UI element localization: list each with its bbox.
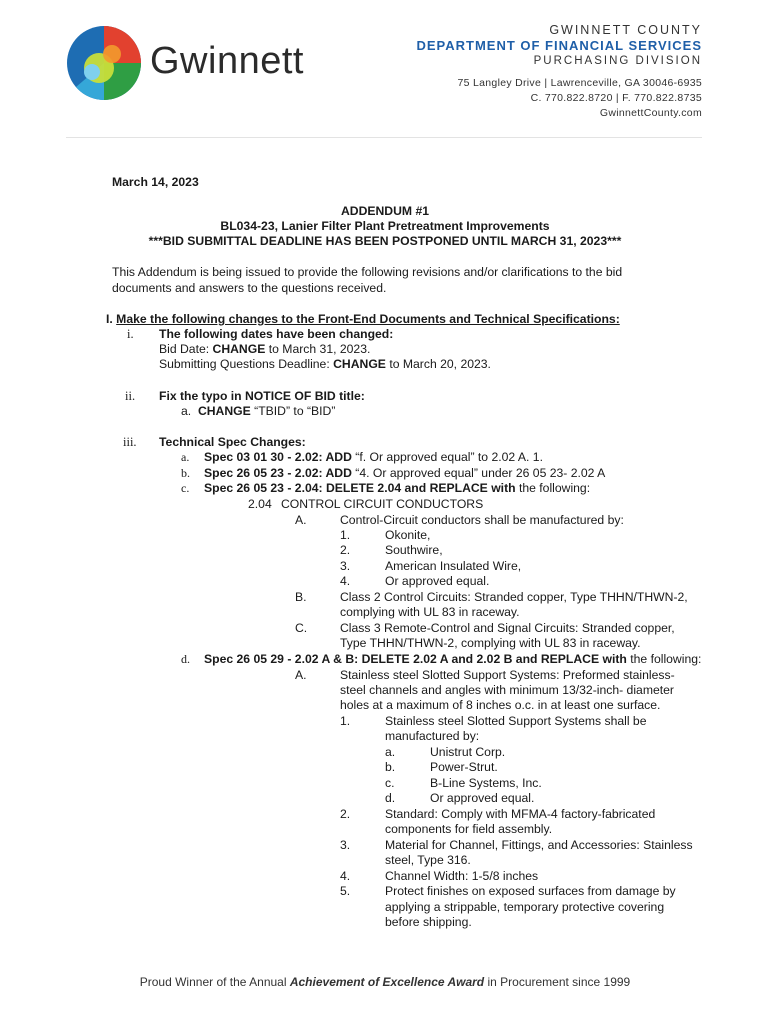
sub-item-number: 2. — [340, 807, 351, 821]
para-a2-text: holes at a maximum of 8 inches o.c. in at least one surface. — [340, 698, 661, 712]
list-item: Okonite, — [385, 528, 431, 542]
section-title: Make the following changes to the Front-End Documents and Technical Specifications: — [116, 312, 620, 326]
intro-line-2: documents and answers to the questions received. — [112, 281, 387, 295]
questions-deadline-line: Submitting Questions Deadline: CHANGE to March 20, 2023. — [159, 357, 491, 371]
county-name: GWINNETT COUNTY — [549, 23, 702, 37]
manufacturer-letter: d. — [385, 791, 396, 805]
addendum-title: ADDENDUM #1 — [340, 204, 430, 218]
para-a1-text: Control-Circuit conductors shall be manufactured by: — [340, 513, 624, 527]
sub-item-text: Protect finishes on exposed surfaces from damage by — [385, 884, 676, 898]
manufacturer-letter: c. — [385, 776, 395, 790]
project-title: BL034-23, Lanier Filter Plant Pretreatment Improvements — [220, 219, 550, 233]
sub-item-text: before shipping. — [385, 915, 472, 929]
item-iii-title: Technical Spec Changes: — [159, 435, 306, 449]
item-iii-b-letter: b. — [181, 466, 190, 480]
manufacturer-item: B-Line Systems, Inc. — [430, 776, 542, 790]
para-c1-letter: C. — [295, 621, 308, 635]
sub-item-number: 5. — [340, 884, 351, 898]
item-iii-c-letter: c. — [181, 481, 190, 495]
para-a2-text: Stainless steel Slotted Support Systems: Preformed stainless- — [340, 668, 675, 682]
para-a2-text: steel channels and angles with minimum 13/32-inch- diameter — [340, 683, 674, 697]
list-item-number: 2. — [340, 543, 351, 557]
bid-date-line: Bid Date: CHANGE to March 31, 2023. — [159, 342, 371, 356]
item-ii-a: a. CHANGE “TBID” to “BID” — [181, 404, 336, 418]
sub-item-text: components for field assembly. — [385, 822, 553, 836]
para-c1-text: Class 3 Remote-Control and Signal Circuits: Stranded copper, — [340, 621, 675, 635]
manufacturer-item: Power-Strut. — [430, 760, 498, 774]
department-name: DEPARTMENT OF FINANCIAL SERVICES — [416, 38, 702, 53]
item-iii-number: iii. — [123, 435, 137, 449]
para-a1-letter: A. — [295, 513, 307, 527]
item-iii-c: Spec 26 05 23 - 2.04: DELETE 2.04 and REPLACE with the following: — [204, 481, 591, 495]
award-footer: Proud Winner of the Annual Achievement of Excellence Award in Procurement since 1999 — [139, 975, 631, 989]
sub-item-number: 1. — [340, 714, 351, 728]
item-iii-d: Spec 26 05 29 - 2.02 A & B: DELETE 2.02 A and 2.02 B and REPLACE with the following: — [204, 652, 702, 666]
para-b1-text: Class 2 Control Circuits: Stranded copper, Type THHN/THWN-2, — [340, 590, 688, 604]
address: 75 Langley Drive | Lawrenceville, GA 30046-6935 — [457, 77, 702, 89]
sub-item-number: 3. — [340, 838, 351, 852]
manufacturer-letter: b. — [385, 760, 396, 774]
logo-wordmark: Gwinnett — [150, 40, 304, 82]
header-divider — [66, 137, 702, 138]
sub-item-number: 4. — [340, 869, 351, 883]
item-iii-a: Spec 03 01 30 - 2.02: ADD “f. Or approved equal” to 2.02 A. 1. — [204, 450, 543, 464]
sub-item-text: manufactured by: — [385, 729, 480, 743]
section-number: I. — [106, 312, 113, 326]
list-item-number: 4. — [340, 574, 351, 588]
para-b1-text: complying with UL 83 in raceway. — [340, 605, 520, 619]
county-logo — [66, 24, 142, 107]
list-item: Southwire, — [385, 543, 443, 557]
sub-item-text: Standard: Comply with MFMA-4 factory-fabricated — [385, 807, 656, 821]
letter-date: March 14, 2023 — [112, 175, 199, 189]
deadline-notice: ***BID SUBMITTAL DEADLINE HAS BEEN POSTPONED UNTIL MARCH 31, 2023*** — [148, 234, 622, 248]
manufacturer-letter: a. — [385, 745, 396, 759]
website: GwinnettCounty.com — [599, 107, 702, 119]
para-b1-letter: B. — [295, 590, 307, 604]
sub-item-text: Stainless steel Slotted Support Systems shall be — [385, 714, 647, 728]
item-iii-a-letter: a. — [181, 450, 190, 464]
division-name: PURCHASING DIVISION — [533, 55, 702, 67]
gwinnett-logo-icon — [66, 24, 142, 102]
phone-fax: C. 770.822.8720 | F. 770.822.8735 — [530, 92, 702, 104]
list-item-number: 1. — [340, 528, 351, 542]
letterhead — [416, 23, 702, 121]
manufacturer-item: Or approved equal. — [430, 791, 535, 805]
intro-line-1: This Addendum is being issued to provide the following revisions and/or clarifications to the bid — [112, 265, 623, 279]
para-a2-letter: A. — [295, 668, 307, 682]
sub-item-text: applying a strippable, temporary protective covering — [385, 900, 665, 914]
manufacturer-item: Unistrut Corp. — [430, 745, 506, 759]
list-item: American Insulated Wire, — [385, 559, 522, 573]
item-i-title: The following dates have been changed: — [159, 327, 394, 341]
sub-item-text: steel, Type 316. — [385, 853, 471, 867]
spec-2-04-title: CONTROL CIRCUIT CONDUCTORS — [281, 497, 484, 511]
sub-item-text: Channel Width: 1-5/8 inches — [385, 869, 539, 883]
item-iii-b: Spec 26 05 23 - 2.02: ADD “4. Or approved equal” under 26 05 23- 2.02 A — [204, 466, 606, 480]
item-iii-d-letter: d. — [181, 652, 190, 666]
para-c1-text: Type THHN/THWN-2, complying with UL 83 in raceway. — [340, 636, 641, 650]
item-ii-number: ii. — [125, 389, 136, 403]
sub-item-text: Material for Channel, Fittings, and Accessories: Stainless — [385, 838, 693, 852]
item-ii-title: Fix the typo in NOTICE OF BID title: — [159, 389, 365, 403]
list-item-number: 3. — [340, 559, 351, 573]
spec-2-04-number: 2.04 — [248, 497, 272, 511]
list-item: Or approved equal. — [385, 574, 490, 588]
item-i-number: i. — [127, 327, 134, 341]
award-name: Achievement of Excellence Award — [289, 975, 485, 989]
